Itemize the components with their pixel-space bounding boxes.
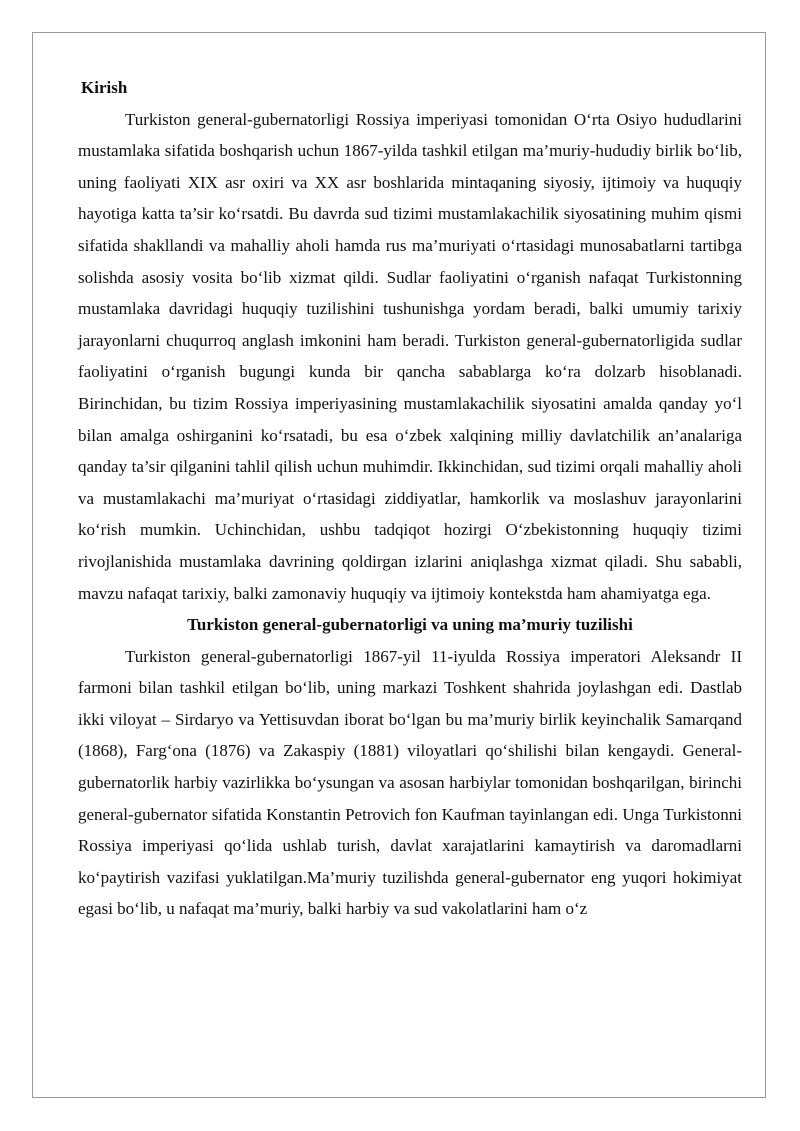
intro-paragraph: Turkiston general-gubernatorligi Rossiya imperiyasi tomonidan O‘rta Osiyo hududlarini mustamlaka sifatida boshqarish uchun 1867-yilda tashkil etilgan ma’muriy-hududiy birlik bo‘lib, uning faoliyati XIX asr oxiri va XX asr boshlarida mintaqaning siyosiy, ijtimoiy va huquqiy hayotiga katta ta’sir ko‘rsatdi. Bu davrda sud tizimi mustamlakachilik siyosatining muhim qismi sifatida shakllandi va mahalliy aholi hamda rus ma’muriyati o‘rtasidagi munosabatlarni tartibga solishda asosiy vosita bo‘lib xizmat qildi. Sudlar faoliyatini o‘rganish nafaqat Turkistonning mustamlaka davridagi huquqiy tuzilishini tushunishga yordam beradi, balki umumiy tarixiy jarayonlarni chuqurroq anglash imkonini ham beradi. Turkiston general-gubernatorligida sudlar faoliyatini o‘rganish bugungi kunda bir qancha sabablarga ko‘ra dolzarb hisoblanadi. Birinchidan, bu tizim Rossiya imperiyasining mustamlakachilik siyosatini amalda qanday yo‘l bilan amalga oshirganini ko‘rsatadi, bu esa o‘zbek xalqining milliy davlatchilik an’analariga qanday ta’sir qilganini tahlil qilish uchun muhimdir. Ikkinchidan, sud tizimi orqali mahalliy aholi va mustamlakachi ma’muriyat o‘rtasidagi ziddiyatlar, hamkorlik va moslashuv jarayonlarini ko‘rish mumkin. Uchinchidan, ushbu tadqiqot hozirgi O‘zbekistonning huquqiy tizimi rivojlanishida mustamlaka davrining qoldirgan izlarini aniqlashga xizmat qiladi. Shu sababli, mavzu nafaqat tarixiy, balki zamonaviy huquqiy va ijtimoiy kontekstda ham ahamiyatga ega. xyxy=(78,109,742,603)
document-body xyxy=(78,72,742,925)
section-paragraph: Turkiston general-gubernatorligi 1867-yil 11-iyulda Rossiya imperatori Aleksandr II farmoni bilan tashkil etilgan bo‘lib, uning markazi Toshkent shahrida joylashgan edi. Dastlab ikki viloyat – Sirdaryo va Yettisuvdan iborat bo‘lgan bu ma’muriy birlik keyinchalik Samarqand (1868), Farg‘ona (1876) va Zakaspiy (1881) viloyatlari qo‘shilishi bilan kengaydi. General-gubernatorlik harbiy vazirlikka bo‘ysungan va asosan harbiylar tomonidan boshqarilgan, birinchi general-gubernator sifatida Konstantin Petrovich fon Kaufman tayinlangan edi. Unga Turkistonni Rossiya imperiyasi qo‘lida ushlab turish, davlat xarajatlarini kamaytirish va daromadlarni ko‘paytirish vazifasi yuklatilgan.Ma’muriy tuzilishda general-gubernator eng yuqori hokimiyat egasi bo‘lib, u nafaqat ma’muriy, balki harbiy va sud vakolatlarini ham o‘z xyxy=(78,646,742,919)
section-heading: Turkiston general-gubernatorligi va uning ma’muriy tuzilishi xyxy=(187,615,633,635)
intro-heading: Kirish xyxy=(81,78,128,97)
